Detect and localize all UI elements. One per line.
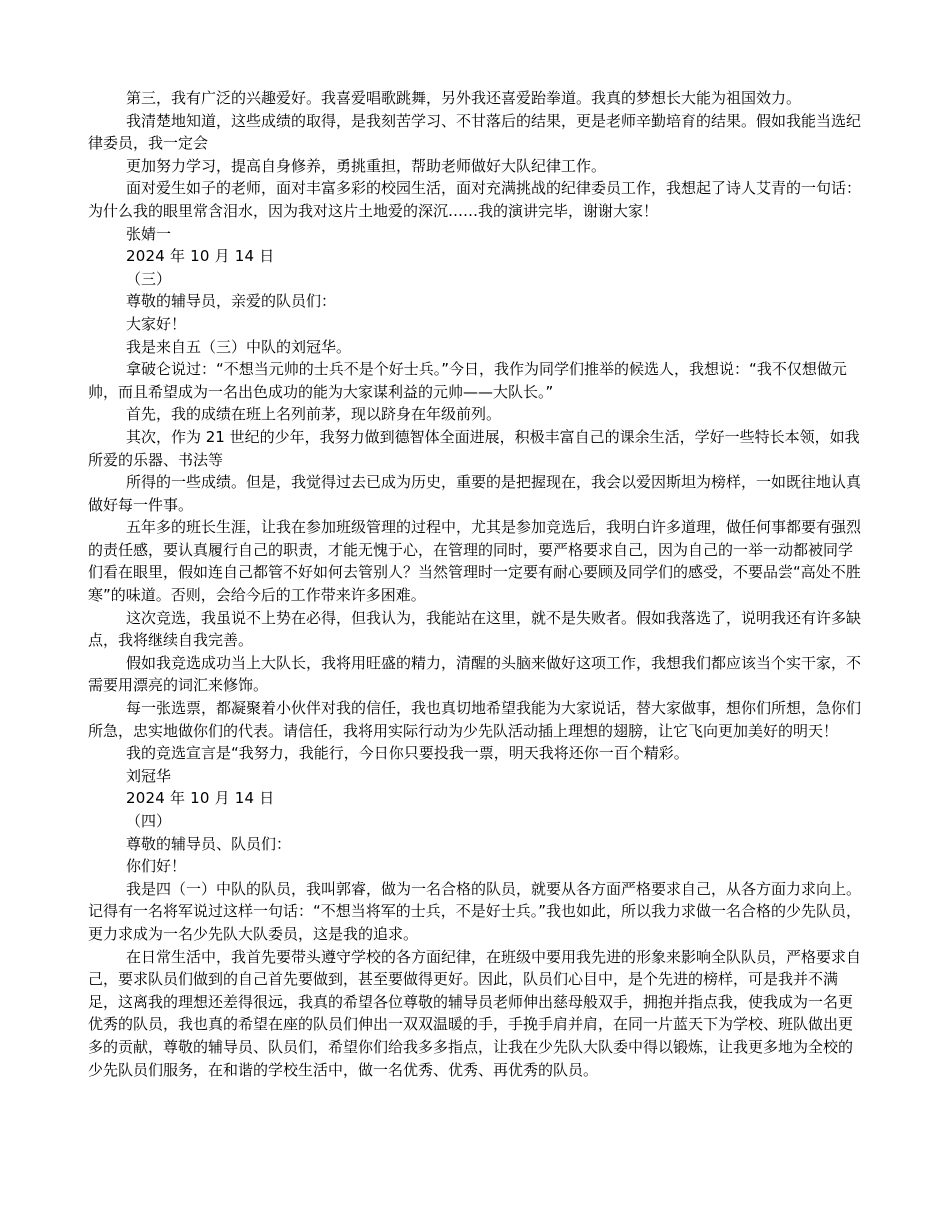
document-body bbox=[88, 87, 863, 1081]
paragraph: 我的竞选宣言是“我努力，我能行，今日你只要投我一票，明天我将还你一百个精彩。 bbox=[126, 744, 689, 763]
paragraph: 我是来自五（三）中队的刘冠华。 bbox=[126, 337, 352, 356]
section-number: （四） bbox=[126, 812, 172, 830]
paragraph: 我是四（一）中队的队员，我叫郭睿，做为一名合格的队员，就要从各方面严格要求自己，从各方面力求向上。记得有一名将军说过这样一句话：“不想当将军的士兵，不是好士兵。”我也如此，所以我力求做一名合格的少先队员，更力求成为一名少先队大队委员，这是我的追求。 bbox=[88, 879, 862, 943]
paragraph: 更加努力学习，提高自身修养，勇挑重担，帮助老师做好大队纪律工作。 bbox=[126, 156, 607, 175]
salutation: 尊敬的辅导员、队员们： bbox=[126, 834, 292, 853]
paragraph: 首先，我的成绩在班上名列前茅，现以跻身在年级前列。 bbox=[126, 405, 502, 424]
paragraph: 其次，作为 21 世纪的少年，我努力做到德智体全面进展，积极丰富自己的课余生活，学好一些特长本领，如我所爱的乐器、书法等 bbox=[88, 427, 860, 469]
greeting: 你们好！ bbox=[126, 857, 187, 876]
section-number: （三） bbox=[126, 269, 172, 288]
paragraph: 五年多的班长生涯，让我在参加班级管理的过程中，尤其是参加竞选后，我明白许多道理，做任何事都要有强烈的责任感，要认真履行自己的职责，才能无愧于心，在管理的同时，要严格要求自己，因为自己的一举一动都被同学们看在眼里，假如连自己都管不好如何去管别人？当然管理时一定要有耐心要顾及同学们的感受，不要品尝“高处不胜寒”的味道。否则，会给今后的工作带来许多困难。 bbox=[88, 518, 862, 605]
paragraph: 这次竞选，我虽说不上势在必得，但我认为，我能站在这里，就不是失败者。假如我落选了，说明我还有许多缺点，我将继续自我完善。 bbox=[88, 608, 862, 650]
paragraph: 第三，我有广泛的兴趣爱好。我喜爱唱歌跳舞，另外我还喜爱跆拳道。我真的梦想长大能为祖国效力。 bbox=[126, 89, 802, 107]
paragraph: 所得的一些成绩。但是，我觉得过去已成为历史，重要的是把握现在，我会以爱因斯坦为榜样，一如既往地认真做好每一件事。 bbox=[88, 473, 862, 514]
paragraph: 拿破仑说过：“不想当元帅的士兵不是个好士兵。”今日，我作为同学们推举的候选人，我想说：“我不仅想做元帅，而且希望成为一名出色成功的能为大家谋利益的元帅——大队长。” bbox=[88, 360, 847, 401]
signature-name: 刘冠华 bbox=[126, 766, 172, 785]
paragraph: 在日常生活中，我首先要带头遵守学校的各方面纪律，在班级中要用我先进的形象来影响全队队员，严格要求自己，要求队员们做到的自己首先要做到，甚至要做得更好。因此，队员们心目中，是个先进的榜样，可是我并不满足，这离我的理想还差得很远，我真的希望各位尊敬的辅导员老师伸出慈母般双手，拥抱并指点我，使我成为一名更优秀的队员，我也真的希望在座的队员们伸出一双双温暖的手，手挽手肩并肩，在同一片蓝天下为学校、班队做出更多的贡献，尊敬的辅导员、队员们，希望你们给我多多指点，让我在少先队大队委中得以锻炼，让我更多地为全校的少先队员们服务，在和谐的学校生活中，做一名优秀、优秀、再优秀的队员。 bbox=[88, 947, 862, 1079]
paragraph: 每一张选票，都凝聚着小伙伴对我的信任，我也真切地希望我能为大家说话，替大家做事，想你们所想，急你们所急，忠实地做你们的代表。请信任，我将用实际行动为少先队活动插上理想的翅膀，让它飞向更加美好的明天！ bbox=[88, 699, 862, 740]
paragraph: 面对爱生如子的老师，面对丰富多彩的校园生活，面对充满挑战的纪律委员工作，我想起了诗人艾青的一句话：为什么我的眼里常含泪水，因为我对这片土地爱的深沉……我的演讲完毕，谢谢大家！ bbox=[88, 179, 862, 220]
paragraph: 假如我竞选成功当上大队长，我将用旺盛的精力，清醒的头脑来做好这项工作，我想我们都应该当个实干家，不需要用漂亮的词汇来修饰。 bbox=[88, 653, 862, 695]
salutation: 尊敬的辅导员，亲爱的队员们： bbox=[126, 292, 337, 311]
paragraph: 我清楚地知道，这些成绩的取得，是我刻苦学习、不甘落后的结果，更是老师辛勤培育的结果。假如我能当选纪律委员，我一定会 bbox=[88, 111, 862, 153]
signature-date: 2024 年 10 月 14 日 bbox=[126, 247, 275, 266]
greeting: 大家好！ bbox=[126, 314, 187, 333]
signature-name: 张婧一 bbox=[126, 224, 172, 243]
signature-date: 2024 年 10 月 14 日 bbox=[126, 789, 275, 808]
